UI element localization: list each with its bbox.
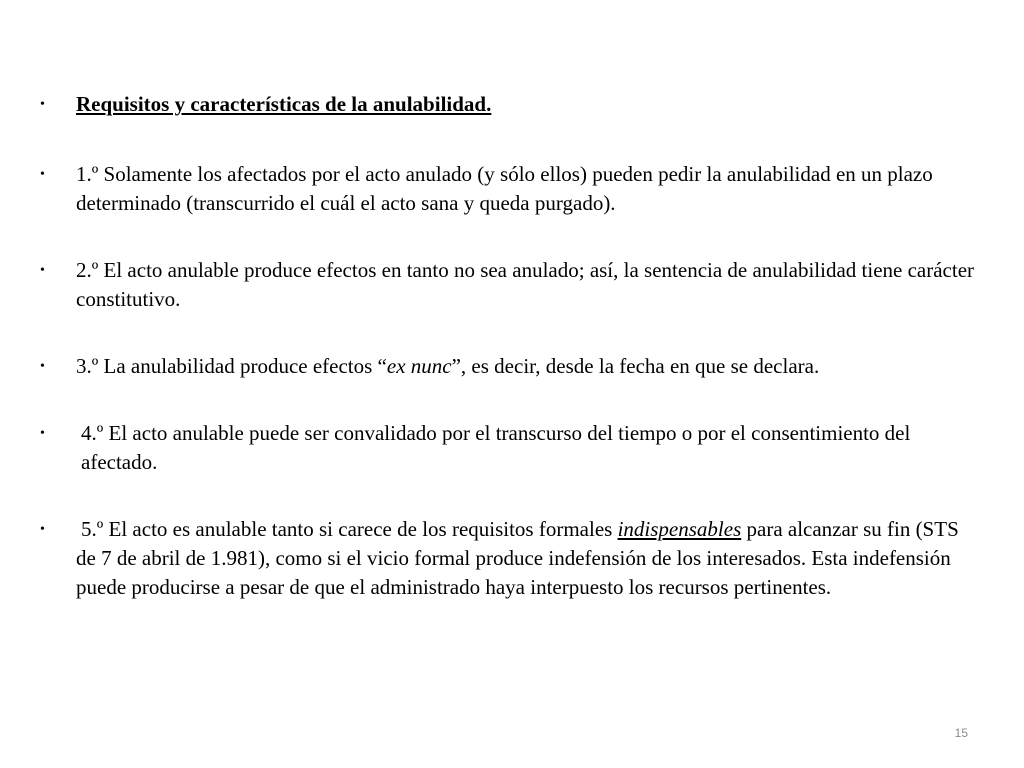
- bullet-dot: •: [40, 522, 45, 537]
- requirement-5-emphasis: indispensables: [617, 517, 742, 541]
- requirement-2-text: 2.º El acto anulable produce efectos en tanto no sea anulado; así, la sentencia de anulabilidad tiene carácter constitutivo.: [76, 258, 975, 311]
- bullet-dot: •: [40, 426, 45, 441]
- list-item-requirement-5: [30, 515, 980, 602]
- list-item-requirement-3: [30, 352, 980, 381]
- bullet-dot: •: [40, 97, 45, 112]
- slide-heading: Requisitos y características de la anulabilidad.: [76, 92, 492, 116]
- requirement-5-text-after: para alcanzar su fin (STS de 7 de abril de 1.981), como si el vicio formal produce indefensión de los interesados. Esta indefensión puede producirse a pesar de que el administrado haya interpuesto los recursos pertinentes.: [76, 517, 959, 599]
- list-item-heading: [30, 90, 980, 119]
- list-item-requirement-4: [30, 419, 980, 477]
- bullet-dot: •: [40, 167, 45, 182]
- bullet-dot: •: [40, 359, 45, 374]
- list-item-requirement-1: [30, 160, 980, 218]
- bullet-dot: •: [40, 263, 45, 278]
- requirement-5-text-before: 5.º El acto es anulable tanto si carece de los requisitos formales: [81, 517, 618, 541]
- requirement-3-text-after: ”, es decir, desde la fecha en que se declara.: [451, 354, 820, 378]
- requirement-3-text-before: 3.º La anulabilidad produce efectos “: [76, 354, 387, 378]
- requirement-3-emphasis: ex nunc: [386, 354, 452, 378]
- page-number: 15: [954, 726, 968, 740]
- bullet-list: [30, 90, 980, 640]
- requirement-4-text: 4.º El acto anulable puede ser convalidado por el transcurso del tiempo o por el consentimiento del afectado.: [81, 421, 911, 474]
- requirement-5-text: [76, 515, 980, 602]
- list-item-requirement-2: [30, 256, 980, 314]
- requirement-3-text: [76, 352, 980, 381]
- requirement-1-text: 1.º Solamente los afectados por el acto anulado (y sólo ellos) pueden pedir la anulabilidad en un plazo determinado (transcurrido el cuál el acto sana y queda purgado).: [76, 162, 933, 215]
